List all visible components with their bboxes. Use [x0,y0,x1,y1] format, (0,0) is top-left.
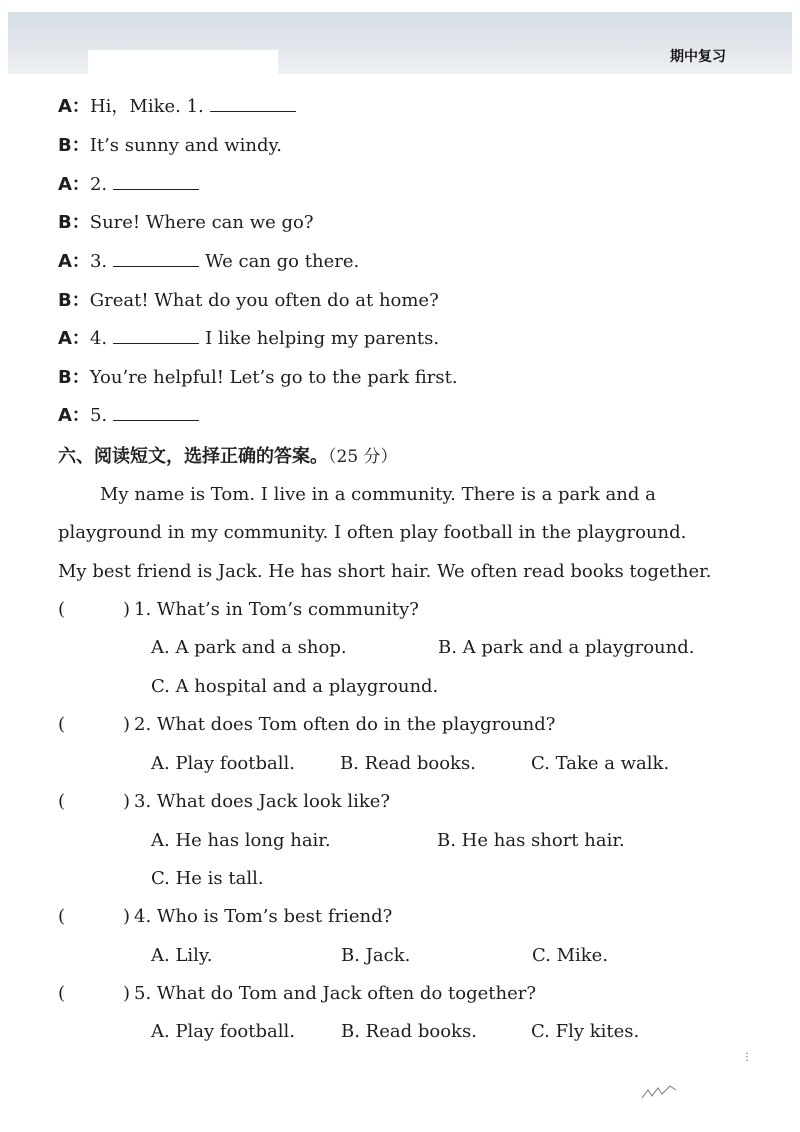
option-1c: C. A hospital and a playground. [151,676,439,697]
scan-scribble [640,1080,690,1102]
speaker: B： [58,367,90,388]
section-points: （25 分） [328,447,398,467]
speaker: A： [58,96,90,117]
option-2b: B. Read books. [340,753,476,774]
line-text-after: I like helping my parents. [205,328,440,349]
option-2a: A. Play football. [151,753,295,774]
question-text: 2. What does Tom often do in the playground? [134,714,556,735]
passage-line-2: playground in my community. I often play football in the playground. [58,522,687,543]
question-3 [58,791,390,812]
option-4c: C. Mike. [532,945,609,966]
question-text: 4. Who is Tom’s best friend? [134,906,393,927]
option-3c: C. He is tall. [151,868,264,889]
answer-paren[interactable]: ( ) [58,906,131,927]
line-text: You’re helpful! Let’s go to the park first. [89,367,458,388]
question-4 [58,906,392,927]
section-title: 六、阅读短文，选择正确的答案。 [58,446,328,467]
dialogue-line-6 [58,286,439,312]
line-text: It’s sunny and windy. [89,135,283,156]
answer-blank[interactable] [113,250,199,267]
line-text: 2. [89,174,108,195]
dialogue-line-1 [58,92,302,118]
dialogue-line-5 [58,247,359,273]
passage-line-1: My name is Tom. I live in a community. There is a park and a [100,484,656,505]
dialogue-line-3 [58,170,205,196]
speaker: B： [58,290,90,311]
question-text: 1. What’s in Tom’s community? [134,599,419,620]
header-blank-label [88,50,278,74]
dialogue-line-9 [58,401,205,427]
question-5 [58,983,536,1004]
option-3b: B. He has short hair. [437,830,625,851]
speaker: A： [58,405,90,426]
line-text: Great! What do you often do at home? [89,290,439,311]
option-3a: A. He has long hair. [151,830,331,851]
dialogue-line-2 [58,131,282,157]
speaker: A： [58,251,90,272]
answer-paren[interactable]: ( ) [58,791,131,812]
option-5c: C. Fly kites. [531,1021,640,1042]
answer-paren[interactable]: ( ) [58,714,131,735]
answer-paren[interactable]: ( ) [58,599,131,620]
option-5a: A. Play football. [151,1021,295,1042]
scan-mark: ⋮ [742,1052,752,1063]
section-heading [58,442,398,468]
page-header-title: 期中复习 [670,49,726,65]
question-text: 5. What do Tom and Jack often do together? [134,983,536,1004]
option-4a: A. Lily. [151,945,213,966]
option-4b: B. Jack. [341,945,411,966]
dialogue-line-4 [58,208,314,234]
answer-blank[interactable] [210,95,296,112]
speaker: B： [58,135,90,156]
speaker: A： [58,328,90,349]
speaker: A： [58,174,90,195]
line-text: 3. [89,251,108,272]
option-5b: B. Read books. [341,1021,477,1042]
line-text: Sure! Where can we go? [89,212,314,233]
option-2c: C. Take a walk. [531,753,670,774]
answer-blank[interactable] [113,173,199,190]
line-text-after: We can go there. [205,251,360,272]
answer-blank[interactable] [113,404,199,421]
passage-line-3: My best friend is Jack. He has short hair. We often read books together. [58,561,712,582]
question-text: 3. What does Jack look like? [134,791,391,812]
option-1b: B. A park and a playground. [438,637,695,658]
line-text: 5. [89,405,108,426]
question-1 [58,599,419,620]
answer-paren[interactable]: ( ) [58,983,131,1004]
line-text: 4. [89,328,108,349]
line-text: Hi，Mike. 1. [89,96,204,117]
option-1a: A. A park and a shop. [151,637,347,658]
dialogue-line-7 [58,324,439,350]
speaker: B： [58,212,90,233]
answer-blank[interactable] [113,327,199,344]
dialogue-line-8 [58,363,458,389]
question-2 [58,714,555,735]
